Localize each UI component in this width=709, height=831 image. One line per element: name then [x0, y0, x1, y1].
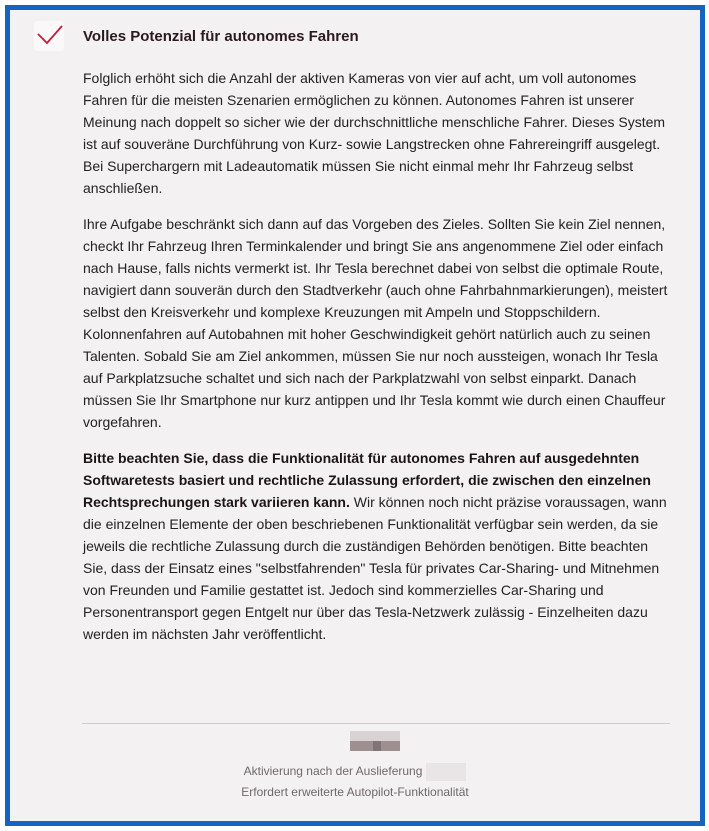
option-checkbox[interactable]	[34, 21, 64, 51]
disclaimer-bold: Bitte beachten Sie, dass die Funktionalität für autonomes Fahren auf ausgedehnten Softwaretests basiert und rechtliche Zulassung erfordert, die zwischen den einzelnen Rechtsprechungen stark variieren kann.	[83, 450, 651, 510]
paragraph-cameras: Folglich erhöht sich die Anzahl der aktiven Kameras von vier auf acht, um voll autonomes Fahren für die meisten Szenarien ermöglichen zu können. Autonomes Fahren ist unserer Meinung nach doppelt so sicher wie der durchschnittliche menschliche Fahrer. Dieses System ist auf souveräne Durchführung von Kurz- sowie Langstrecken ohne Fahrereingriff ausgelegt. Bei Superchargern mit Ladeautomatik müssen Sie nicht einmal mehr Ihr Fahrzeug selbst anschließen.	[83, 70, 666, 196]
requirement-note: Erfordert erweiterte Autopilot-Funktionalität	[241, 785, 469, 799]
option-description	[83, 67, 673, 659]
option-card	[5, 5, 705, 826]
disclaimer-rest: Wir können noch nicht präzise voraussagen, wann die einzelnen Elemente der oben beschriebenen Funktionalität verfügbar sein werden, da sie jeweils die rechtliche Zulassung durch die zuständigen Behörden benötigen. Bitte beachten Sie, dass der Einsatz eines "selbstfahrenden" Tesla für privates Car-Sharing- und Mitnehmen von Freunden und Familie gestattet ist. Jedoch sind kommerzielles Car-Sharing und Personentransport gegen Entgelt nur über das Tesla-Netzwerk zulässig - Einzelheiten dazu werden im nächsten Jahr veröffentlicht.	[83, 494, 667, 642]
redacted-price	[350, 731, 400, 751]
paragraph-destination: Ihre Aufgabe beschränkt sich dann auf das Vorgeben des Zieles. Sollten Sie kein Ziel nennen, checkt Ihr Fahrzeug Ihren Terminkalender und bringt Sie ans angenommene Ziel oder einfach nach Hause, falls nichts vermerkt ist. Ihr Tesla berechnet dabei von selbst die optimale Route, navigiert dann souverän durch den Stadtverkehr (auch ohne Fahrbahnmarkierungen), meistert selbst den Kreisverkehr und komplexe Kreuzungen mit Ampeln und Stoppschildern. Kolonnenfahren auf Autobahnen mit hoher Geschwindigkeit gehört natürlich auch zu seinen Talenten. Sobald Sie am Ziel ankommen, müssen Sie nur noch aussteigen, wonach Ihr Tesla auf Parkplatzsuche schaltet und sich nach der Parkplatzwahl von selbst einparkt. Danach müssen Sie Ihr Smartphone nur kurz antippen und Ihr Tesla kommt wie durch einen Chauffeur vorgefahren.	[83, 216, 668, 430]
activation-text: Aktivierung nach der Auslieferung	[243, 764, 423, 779]
checkmark-icon	[34, 21, 64, 51]
redacted-activation-price	[426, 763, 466, 781]
divider	[82, 723, 670, 724]
activation-note	[10, 763, 700, 781]
paragraph-disclaimer	[83, 447, 673, 645]
option-title: Volles Potenzial für autonomes Fahren	[83, 28, 359, 45]
